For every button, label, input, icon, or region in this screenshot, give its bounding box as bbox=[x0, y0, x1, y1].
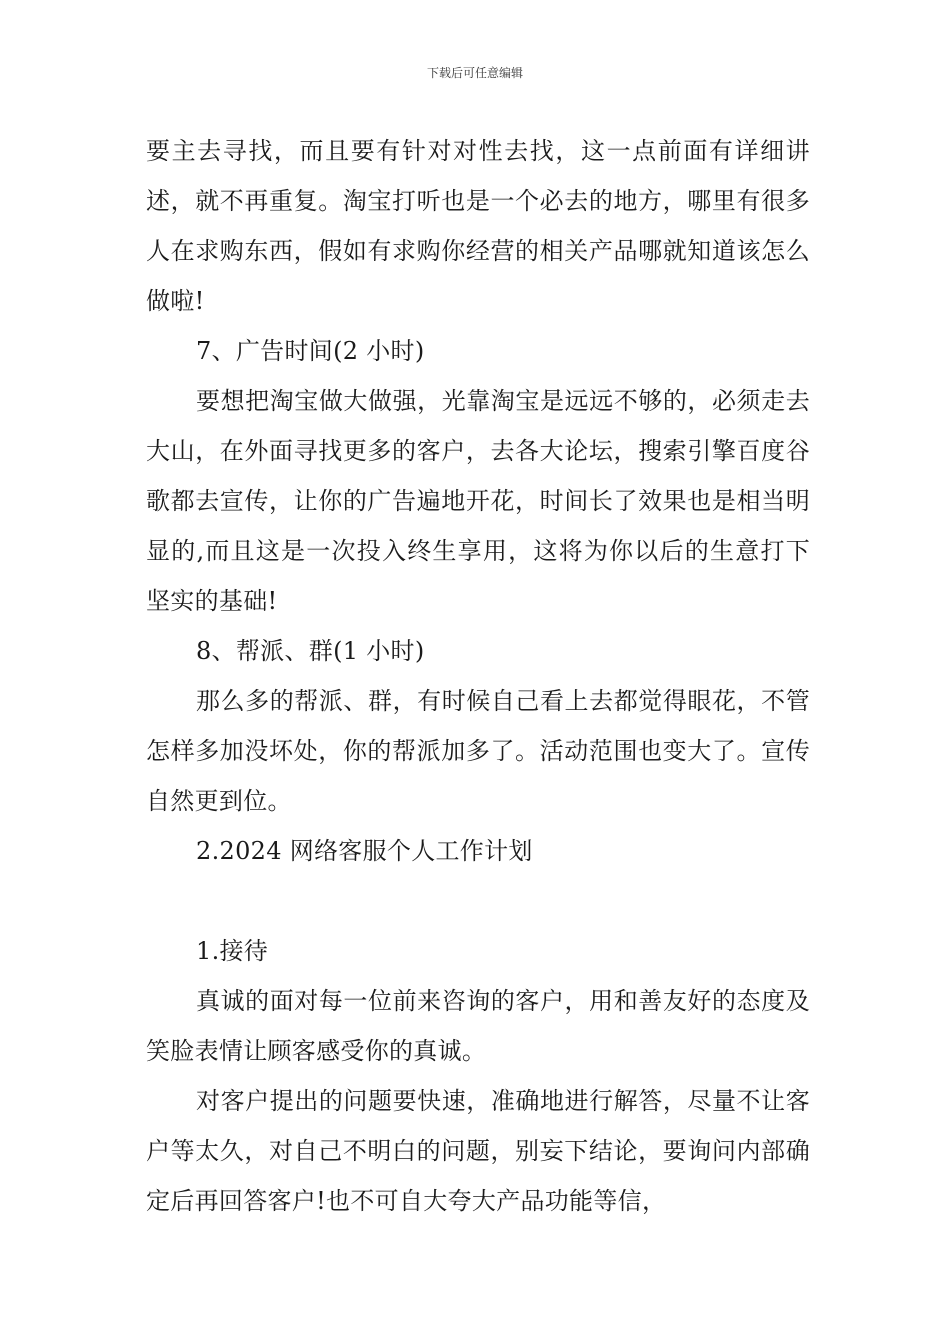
paragraph-groups: 那么多的帮派、群，有时候自己看上去都觉得眼花，不管怎样多加没坏处，你的帮派加多了。活动范围也变大了。宣传自然更到位。 bbox=[146, 687, 810, 815]
paragraph-reception-1: 真诚的面对每一位前来咨询的客户，用和善友好的态度及笑脸表情让顾客感受你的真诚。 bbox=[146, 987, 810, 1065]
document-body bbox=[146, 126, 810, 1226]
heading-groups: 8、帮派、群(1 小时) bbox=[196, 637, 425, 665]
blank-line bbox=[146, 876, 810, 926]
paragraph-ad-time: 要想把淘宝做大做强，光靠淘宝是远远不够的，必须走去大山，在外面寻找更多的客户，去各大论坛，搜索引擎百度谷歌都去宣传，让你的广告遍地开花，时间长了效果也是相当明显的,而且这是一次投入终生享用，这将为你以后的生意打下坚实的基础! bbox=[146, 387, 810, 615]
section-title-2024-plan: 2.2024 网络客服个人工作计划 bbox=[196, 837, 533, 865]
paragraph-1: 要主去寻找，而且要有针对对性去找，这一点前面有详细讲述，就不再重复。淘宝打听也是一个必去的地方，哪里有很多人在求购东西，假如有求购你经营的相关产品哪就知道该怎么做啦! bbox=[146, 137, 810, 315]
heading-reception: 1.接待 bbox=[196, 937, 269, 965]
page-header: 下载后可任意编辑 bbox=[426, 66, 523, 80]
heading-ad-time: 7、广告时间(2 小时) bbox=[196, 337, 425, 365]
paragraph-reception-2: 对客户提出的问题要快速，准确地进行解答，尽量不让客户等太久，对自己不明白的问题，别妄下结论，要询问内部确定后再回答客户!也不可自大夸大产品功能等信， bbox=[146, 1087, 810, 1215]
